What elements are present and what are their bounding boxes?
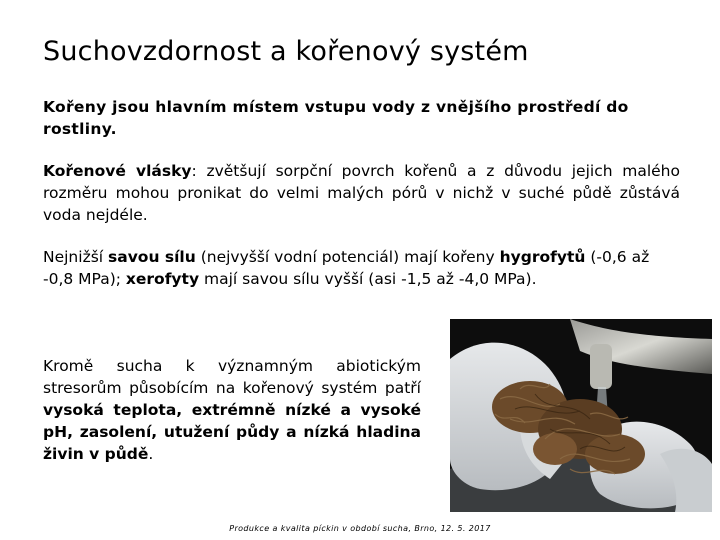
root-hairs-text: : zvětšují sorpční povrch kořenů a z důvodu jejich malého rozměru mohou pronikat do velmi malých pórů v nichž v suché půdě zůstává voda nejdéle. (43, 162, 680, 224)
suction-text-4: mají savou sílu vyšší (asi -1,5 až -4,0 MPa). (199, 270, 537, 288)
paragraph-abiotic-stressors (43, 355, 421, 465)
term-stressors-list: vysoká teplota, extrémně nízké a vysoké pH, zasolení, utužení půdy a nízká hladina živin v půdě (43, 401, 421, 463)
term-suction-force: savou sílu (108, 248, 196, 266)
suction-text-2: (nejvyšší vodní potenciál) mají kořeny (195, 248, 500, 266)
suction-text-1: Nejnižší (43, 248, 109, 266)
paragraph-roots-water-intake: Kořeny jsou hlavním místem vstupu vody z vnějšího prostředí do rostliny. (43, 98, 629, 138)
photo-illustration (450, 319, 712, 512)
stressors-text-2: . (148, 445, 154, 463)
term-root-hairs: Kořenové vlásky (43, 162, 192, 180)
suction-text-3: (-0,6 až -0,8 MPa); (43, 248, 650, 288)
slide-footer: Produkce a kvalita píckin v období sucha, Brno, 12. 5. 2017 (229, 524, 491, 533)
paragraph-root-hairs (43, 160, 680, 226)
slide-title: Suchovzdornost a kořenový systém (43, 36, 529, 67)
stressors-text-1: Kromě sucha k významným abiotickým stresorům působícím na kořenový systém patří (43, 357, 421, 397)
term-xerophytes: xerofyty (125, 270, 200, 288)
paragraph-suction-force (43, 246, 680, 290)
term-hygrophytes: hygrofytů (499, 248, 586, 266)
roots-in-gloved-hands-photo (450, 319, 712, 512)
